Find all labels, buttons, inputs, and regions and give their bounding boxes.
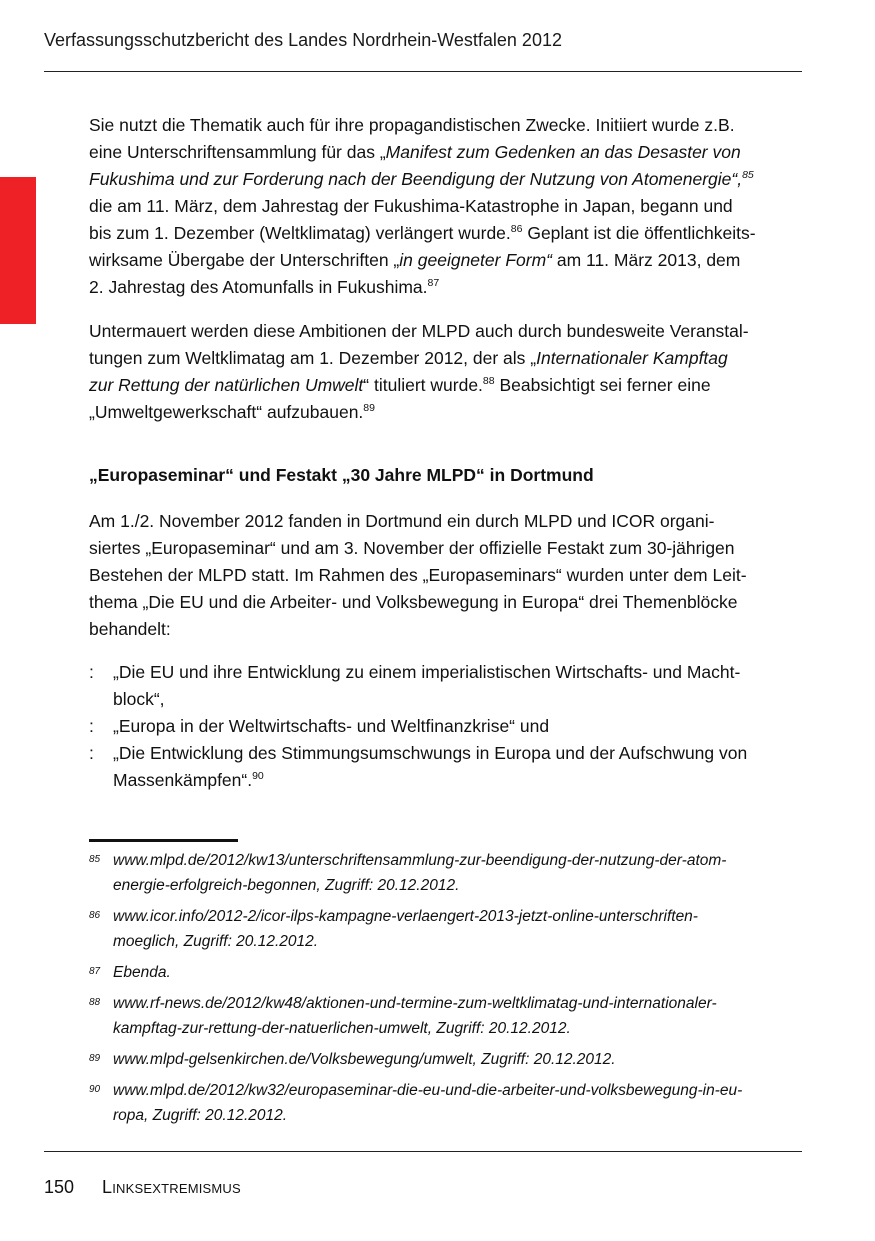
text-line: behandelt: <box>89 619 171 639</box>
footnote-ref[interactable]: 85 <box>742 169 754 181</box>
text-line: „Die EU und ihre Entwicklung zu einem imperialistischen Wirtschafts- und Macht- <box>113 662 741 682</box>
footnote-text: ropa, Zugriff: 20.12.2012. <box>113 1107 288 1124</box>
paragraph-2 <box>89 318 804 426</box>
footnote-text: energie-erfolgreich-begonnen, Zugriff: 20.12.2012. <box>113 877 460 894</box>
footnote-89 <box>89 1047 804 1072</box>
text-line: Untermauert werden diese Ambitionen der MLPD auch durch bundesweite Veranstal- <box>89 321 749 341</box>
footnote-text: Ebenda. <box>113 964 171 981</box>
text-line: wirksame Übergabe der Unterschriften „in geeigneter Form“ am 11. März 2013, dem <box>89 250 741 270</box>
list-bullet: : <box>89 743 94 763</box>
page-number: 150 <box>44 1177 75 1197</box>
text-line: Bestehen der MLPD statt. Im Rahmen des „Europaseminars“ wurden unter dem Leit- <box>89 565 747 585</box>
footnote-text: kampftag-zur-rettung-der-natuerlichen-umwelt, Zugriff: 20.12.2012. <box>113 1020 571 1037</box>
section-heading: „Europaseminar“ und Festakt „30 Jahre MLPD“ in Dortmund <box>89 465 594 485</box>
text-line: siertes „Europaseminar“ und am 3. November der offizielle Festakt zum 30-jährigen <box>89 538 735 558</box>
text-line: „Europa in der Weltwirtschafts- und Weltfinanzkrise“ und <box>113 716 550 736</box>
text-line: Sie nutzt die Thematik auch für ihre propagandistischen Zwecke. Initiiert wurde z.B. <box>89 115 735 135</box>
topic-list <box>89 659 804 794</box>
footnote-ref[interactable]: 88 <box>482 375 495 387</box>
footnote-link[interactable]: www.mlpd.de/2012/kw13/unterschriftensammlung-zur-beendigung-der-nutzung-der-atom- <box>113 852 727 869</box>
footnote-number: 90 <box>89 1084 101 1095</box>
list-item <box>89 740 804 794</box>
list-item <box>89 713 804 740</box>
footnote-link[interactable]: www.mlpd.de/2012/kw32/europaseminar-die-eu-und-die-arbeiter-und-volksbewegung-in-eu- <box>113 1082 743 1099</box>
footnote-87 <box>89 960 804 985</box>
footnote-text: moeglich, Zugriff: 20.12.2012. <box>113 933 319 950</box>
text-line: zur Rettung der natürlichen Umwelt“ tituliert wurde.$^{88}$ Beabsichtigt sei ferner eine <box>89 375 711 395</box>
text-line: thema „Die EU und die Arbeiter- und Volksbewegung in Europa“ drei Themenblöcke <box>89 592 738 612</box>
text-line: Massenkämpfen“.$^{90}$ <box>113 770 264 790</box>
footer-divider <box>44 1151 802 1152</box>
footnote-88 <box>89 991 804 1041</box>
footnote-number: 85 <box>89 854 101 865</box>
page-header-title: Verfassungsschutzbericht des Landes Nordrhein-Westfalen 2012 <box>44 30 562 50</box>
footnote-number: 86 <box>89 910 101 921</box>
text-line: bis zum 1. Dezember (Weltklimatag) verlängert wurde.$^{86}$ Geplant ist die öffentlichkeits- <box>89 223 756 243</box>
footnote-86 <box>89 904 804 954</box>
footnote-divider <box>89 839 238 842</box>
footnote-85 <box>89 848 804 898</box>
text-line: Fukushima und zur Forderung nach der Beendigung der Nutzung von Atomenergie“,$^{85}$ <box>89 169 754 189</box>
header-divider <box>44 71 802 72</box>
paragraph-1 <box>89 112 804 301</box>
footnote-ref[interactable]: 87 <box>427 277 440 289</box>
text-line: Am 1./2. November 2012 fanden in Dortmund ein durch MLPD und ICOR organi- <box>89 511 715 531</box>
footnote-number: 89 <box>89 1053 101 1064</box>
footnote-ref[interactable]: 89 <box>363 402 375 414</box>
footnote-link[interactable]: www.icor.info/2012-2/icor-ilps-kampagne-verlaengert-2013-jetzt-online-unterschriften- <box>113 908 698 925</box>
list-item <box>89 659 804 713</box>
text-line: die am 11. März, dem Jahrestag der Fukushima-Katastrophe in Japan, begann und <box>89 196 733 216</box>
text-line: block“, <box>113 689 165 709</box>
section-name: Linksextremismus <box>102 1177 241 1197</box>
footnotes <box>89 848 804 1134</box>
footnote-number: 87 <box>89 966 101 977</box>
paragraph-3 <box>89 508 804 643</box>
footnote-90 <box>89 1078 804 1128</box>
list-bullet: : <box>89 662 94 682</box>
list-bullet: : <box>89 716 94 736</box>
footnote-ref[interactable]: 86 <box>510 223 523 235</box>
footnote-link[interactable]: www.rf-news.de/2012/kw48/aktionen-und-termine-zum-weltklimatag-und-internationaler- <box>113 995 717 1012</box>
text-line: eine Unterschriftensammlung für das „Manifest zum Gedenken an das Desaster von <box>89 142 741 162</box>
footnote-link[interactable]: www.mlpd-gelsenkirchen.de/Volksbewegung/umwelt, Zugriff: 20.12.2012. <box>113 1051 616 1068</box>
text-line: „Die Entwicklung des Stimmungsumschwungs in Europa und der Aufschwung von <box>113 743 748 763</box>
text-line: 2. Jahrestag des Atomunfalls in Fukushima.$^{87}$ <box>89 277 440 297</box>
footnote-ref[interactable]: 90 <box>252 770 264 782</box>
chapter-side-tab <box>0 177 36 324</box>
text-line: „Umweltgewerkschaft“ aufzubauen.$^{89}$ <box>89 402 375 422</box>
footnote-number: 88 <box>89 997 101 1008</box>
text-line: tungen zum Weltklimatag am 1. Dezember 2012, der als „Internationaler Kampftag <box>89 348 728 368</box>
